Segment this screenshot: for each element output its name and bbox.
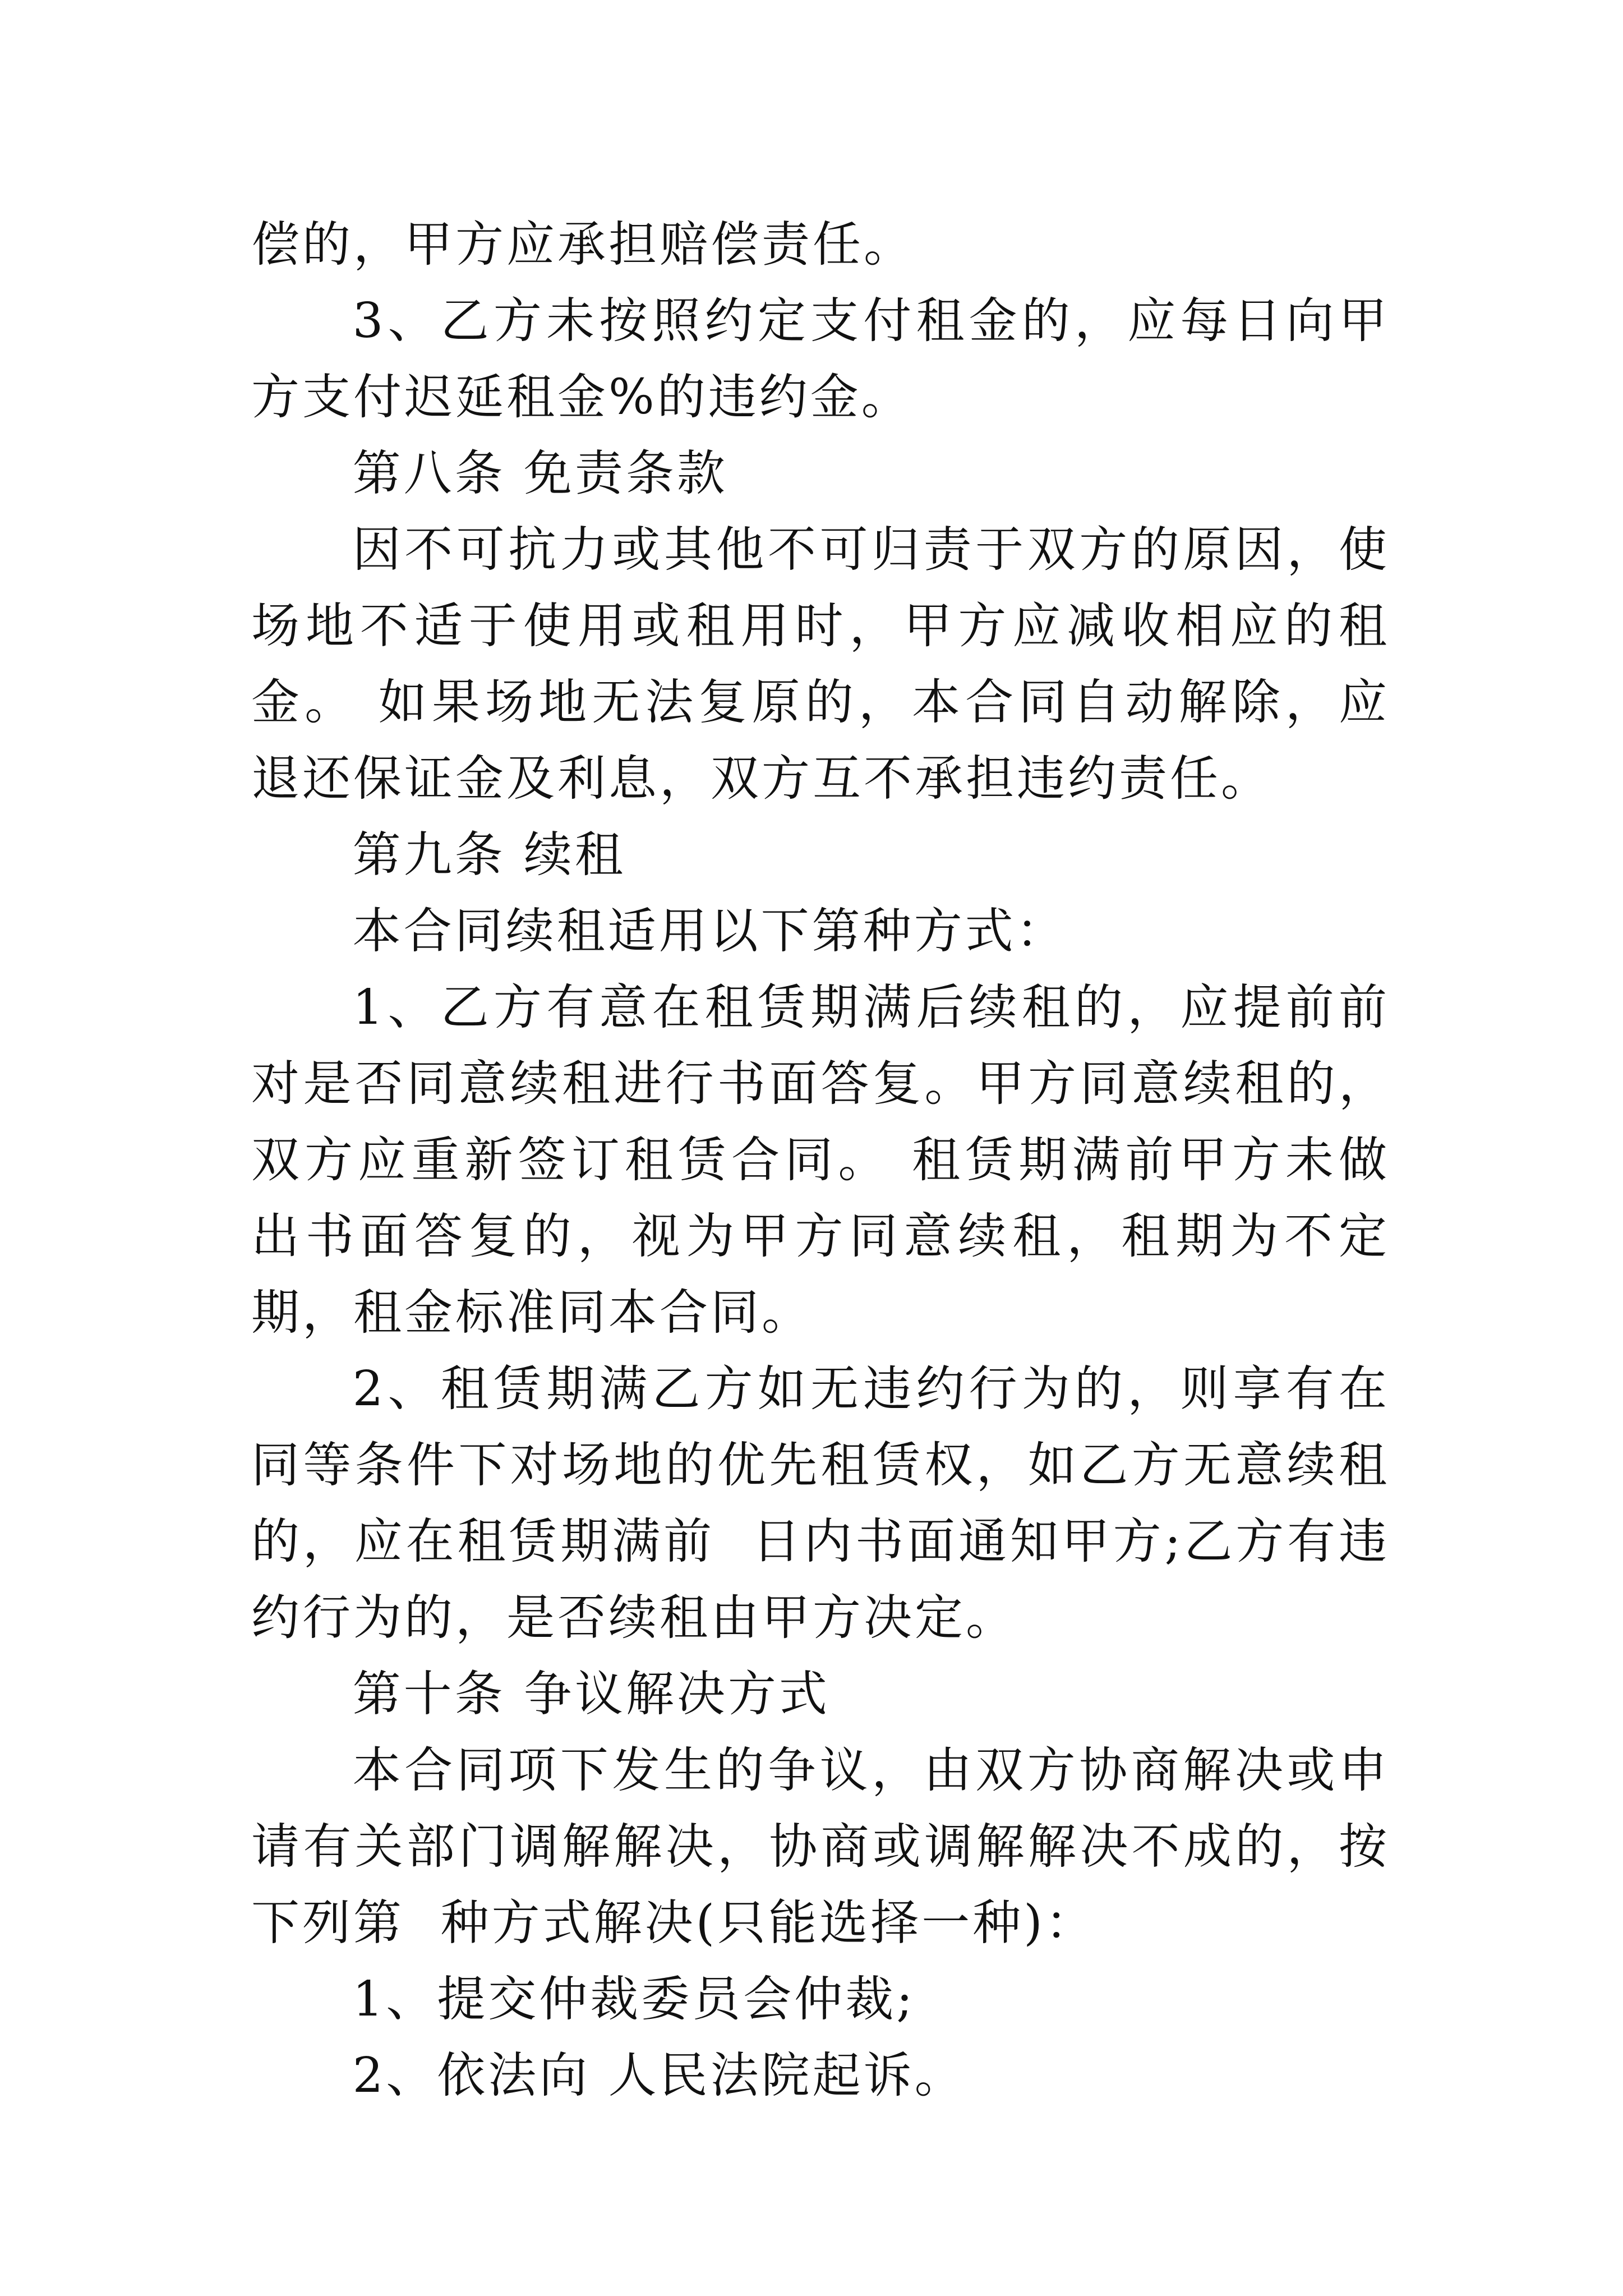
article-10-body: 本合同项下发生的争议，由双方协商解决或申请有关部门调解解决，协商或调解解决不成的，按下列第 种方式解决(只能选择一种)： [251,1742,1390,1951]
document-body [251,206,1390,2114]
article-9-item-2: 2、租赁期满乙方如无违约行为的，则享有在同等条件下对场地的优先租赁权，如乙方无意续租的，应在租赁期满前 日内书面通知甲方;乙方有违约行为的，是否续租由甲方决定。 [251,1361,1390,1646]
article-9-item-1: 1、乙方有意在租赁期满后续租的，应提前前对是否同意续租进行书面答复。甲方同意续租的，双方应重新签订租赁合同。 租赁期满前甲方未做出书面答复的，视为甲方同意续租，租期为不定期，租金标准同本合同。 [251,979,1390,1341]
article-9-heading: 第九条 续租 [352,827,626,883]
article-10-heading: 第十条 争议解决方式 [352,1666,830,1722]
article-8-heading: 第八条 免责条款 [352,445,728,501]
article-10-item-2: 2、依法向 人民法院起诉。 [352,2047,966,2104]
article-8-body: 因不可抗力或其他不可归责于双方的原因，使场地不适于使用或租用时，甲方应减收相应的租金。 如果场地无法复原的，本合同自动解除，应退还保证金及利息，双方互不承担违约责任。 [251,522,1390,807]
article-10-item-1: 1、提交仲裁委员会仲裁; [352,1971,916,2027]
article-9-intro: 本合同续租适用以下第种方式： [352,903,1067,959]
paragraph-clause-3: 3、乙方未按照约定支付租金的，应每日向甲方支付迟延租金%的违约金。 [251,293,1390,425]
paragraph-continuation: 偿的，甲方应承担赔偿责任。 [251,217,915,273]
